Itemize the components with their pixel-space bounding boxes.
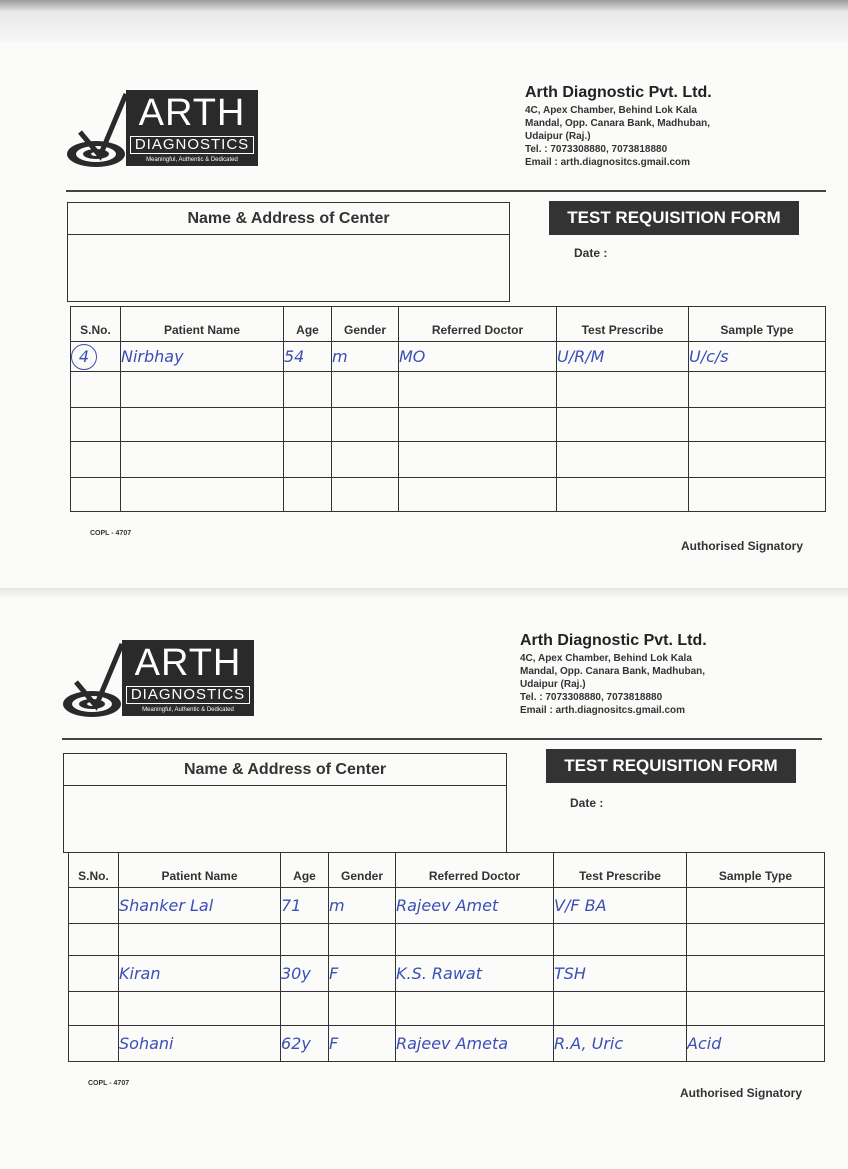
form-sheet-2 [0,598,848,1169]
cell-test: R.A, Uric [554,1026,687,1062]
cell-name [119,992,281,1026]
center-address-heading: Name & Address of Center [64,754,506,786]
cell-sample [687,888,825,924]
header-divider [62,738,822,740]
cell-age: 62y [281,1026,329,1062]
column-header: Test Prescribe [557,307,689,342]
cell-age [284,478,332,512]
cell-age [281,992,329,1026]
column-header: Age [281,853,329,888]
column-header: Sample Type [687,853,825,888]
cell-test: V/F BA [554,888,687,924]
cell-doctor [396,992,554,1026]
patient-table-1 [70,306,826,512]
company-name: Arth Diagnostic Pvt. Ltd. [520,632,707,649]
date-label: Date : [570,796,604,810]
cell-gender: m [329,888,396,924]
cell-doctor: MO [399,342,557,372]
target-check-icon [66,90,128,180]
cell-gender [329,924,396,956]
cell-sno [69,924,119,956]
table-row [69,1026,825,1062]
cell-test [554,924,687,956]
logo-main-text: ARTH [138,92,246,134]
telephone: Tel. : 7073308880, 7073818880 [520,692,663,703]
cell-age: 30y [281,956,329,992]
table-row [71,442,826,478]
email: Email : arth.diagnositcs.gmail.com [520,705,686,716]
address-line: Udaipur (Raj.) [525,131,591,142]
logo-wordmark [126,90,258,166]
cell-name: Nirbhay [121,342,284,372]
cell-sample [689,408,826,442]
logo-main-text: ARTH [134,642,242,684]
cell-sno [71,342,121,372]
address-line: 4C, Apex Chamber, Behind Lok Kala [520,653,692,664]
cell-sample: Acid [687,1026,825,1062]
column-header: Referred Doctor [399,307,557,342]
cell-test [557,478,689,512]
cell-doctor: K.S. Rawat [396,956,554,992]
cell-sno [71,372,121,408]
cell-sample [687,992,825,1026]
authorised-signatory: Authorised Signatory [680,1086,803,1100]
cell-test [557,408,689,442]
company-logo [66,90,260,180]
patient-table-2 [68,852,825,1062]
cell-gender [332,372,399,408]
cell-doctor [396,924,554,956]
form-title: TEST REQUISITION FORM [549,201,799,235]
column-header: Age [284,307,332,342]
cell-gender [332,408,399,442]
address-line: 4C, Apex Chamber, Behind Lok Kala [525,105,697,116]
target-check-icon [62,640,124,730]
form-code: COPL - 4707 [88,1080,130,1087]
column-header: S.No. [71,307,121,342]
logo-sub-text: DIAGNOSTICS [130,136,254,154]
column-header: Referred Doctor [396,853,554,888]
cell-test [557,442,689,478]
cell-age [284,372,332,408]
cell-sno [71,442,121,478]
cell-doctor [399,442,557,478]
logo-tagline: Meaningful, Authentic & Dedicated [142,707,234,713]
cell-sno [69,1026,119,1062]
table-row [69,956,825,992]
cell-sno [69,956,119,992]
cell-test [554,992,687,1026]
cell-doctor: Rajeev Ameta [396,1026,554,1062]
cell-doctor [399,478,557,512]
center-address-box [63,753,507,853]
cell-age: 71 [281,888,329,924]
cell-gender [329,992,396,1026]
address-line: Mandal, Opp. Canara Bank, Madhuban, [525,118,711,129]
page-fold [0,588,848,598]
cell-doctor [399,372,557,408]
cell-name: Shanker Lal [119,888,281,924]
table-row [69,924,825,956]
center-address-box [67,202,510,302]
company-info [520,630,810,717]
cell-test: U/R/M [557,342,689,372]
cell-name [121,372,284,408]
cell-age [284,408,332,442]
cell-gender [332,442,399,478]
authorised-signatory: Authorised Signatory [681,539,804,553]
logo-tagline: Meaningful, Authentic & Dedicated [146,157,238,163]
cell-age [281,924,329,956]
cell-sample [689,442,826,478]
cell-name [121,408,284,442]
cell-gender: m [332,342,399,372]
column-header: Gender [332,307,399,342]
cell-name [121,478,284,512]
column-header: Sample Type [689,307,826,342]
cell-sample [687,956,825,992]
cell-age: 54 [284,342,332,372]
form-title: TEST REQUISITION FORM [546,749,796,783]
logo-wordmark [122,640,254,716]
table-row [69,992,825,1026]
cell-sample [687,924,825,956]
cell-sample: U/c/s [689,342,826,372]
serial-number: 4 [71,344,97,370]
cell-gender: F [329,1026,396,1062]
cell-name [121,442,284,478]
company-info [525,82,815,169]
column-header: Patient Name [119,853,281,888]
cell-sample [689,372,826,408]
cell-sno [69,888,119,924]
telephone: Tel. : 7073308880, 7073818880 [525,144,668,155]
column-header: S.No. [69,853,119,888]
column-header: Patient Name [121,307,284,342]
column-header: Gender [329,853,396,888]
table-row [71,372,826,408]
cell-test: TSH [554,956,687,992]
scan-top-edge [0,0,848,44]
form-sheet-1 [0,42,848,590]
table-row [71,408,826,442]
cell-sample [689,478,826,512]
cell-sno [71,478,121,512]
cell-gender: F [329,956,396,992]
company-logo [62,640,256,730]
date-label: Date : [574,246,608,260]
table-row [69,888,825,924]
email: Email : arth.diagnositcs.gmail.com [525,157,691,168]
table-row [71,478,826,512]
form-code: COPL - 4707 [90,530,132,537]
cell-test [557,372,689,408]
cell-name [119,924,281,956]
column-header: Test Prescribe [554,853,687,888]
logo-sub-text: DIAGNOSTICS [126,686,250,704]
cell-gender [332,478,399,512]
cell-sno [71,408,121,442]
address-line: Mandal, Opp. Canara Bank, Madhuban, [520,666,706,677]
address-line: Udaipur (Raj.) [520,679,586,690]
cell-name: Sohani [119,1026,281,1062]
cell-name: Kiran [119,956,281,992]
table-row [71,342,826,372]
cell-doctor [399,408,557,442]
cell-age [284,442,332,478]
center-address-heading: Name & Address of Center [68,203,509,235]
cell-doctor: Rajeev Amet [396,888,554,924]
cell-sno [69,992,119,1026]
header-divider [66,190,826,192]
company-name: Arth Diagnostic Pvt. Ltd. [525,84,712,101]
